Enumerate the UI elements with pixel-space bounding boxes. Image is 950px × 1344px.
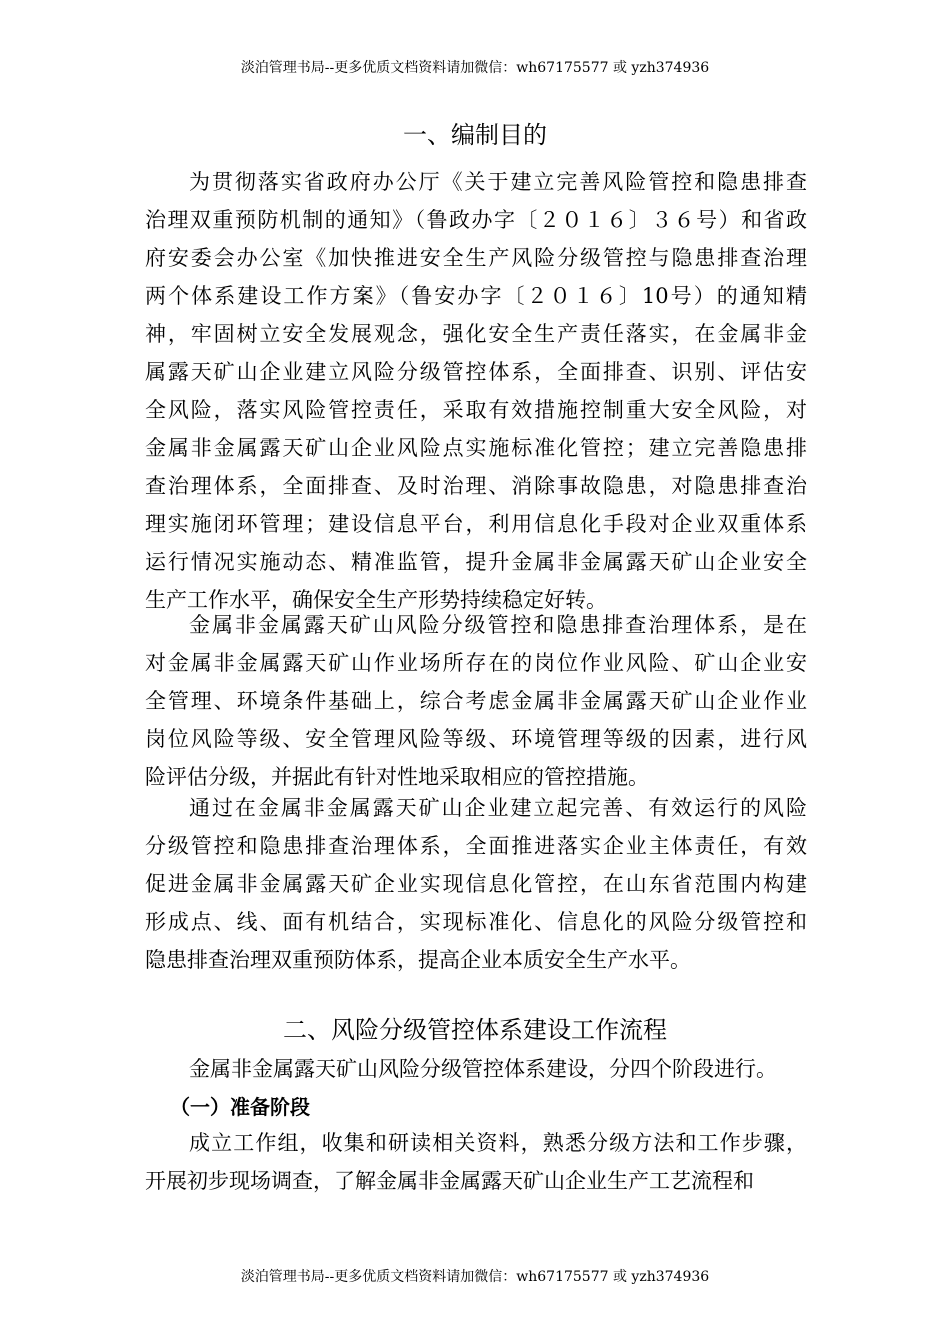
text-line: 全风险，落实风险管控责任，采取有效措施控制重大安全风险，对 (145, 398, 807, 422)
text-line: 属露天矿山企业建立风险分级管控体系，全面排查、识别、评估安 (145, 360, 807, 384)
text-line: 生产工作水平，确保安全生产形势持续稳定好转。 (145, 588, 607, 612)
text-line: 对金属非金属露天矿山作业场所存在的岗位作业风险、矿山企业安 (145, 651, 807, 675)
text-line: 理实施闭环管理；建设信息平台，利用信息化手段对企业双重体系 (145, 512, 807, 536)
text-line: 分级管控和隐患排查治理体系，全面推进落实企业主体责任，有效 (145, 834, 807, 858)
paragraph-preparation (145, 1124, 807, 1200)
page-header: 淡泊管理书局--更多优质文档资料请加微信：wh67175577 或 yzh374936 (240, 60, 710, 76)
paragraph-purpose-3 (145, 789, 807, 979)
text-line: 治理双重预防机制的通知》（鲁政办字〔２０１６〕３６号）和省政 (145, 208, 807, 232)
text-line: 促进金属非金属露天矿企业实现信息化管控，在山东省范围内构建 (145, 872, 807, 896)
text-line: 开展初步现场调查，了解金属非金属露天矿山企业生产工艺流程和 (145, 1169, 754, 1193)
text-line: 金属非金属露天矿山风险分级管控体系建设，分四个阶段进行。 (189, 1057, 777, 1081)
text-line: 成立工作组，收集和研读相关资料，熟悉分级方法和工作步骤， (189, 1131, 807, 1155)
text-line: 形成点、线、面有机结合，实现标准化、信息化的风险分级管控和 (145, 910, 807, 934)
paragraph-workflow-intro (145, 1050, 807, 1088)
section-title-2: 二、风险分级管控体系建设工作流程 (283, 1016, 667, 1044)
text-line: 通过在金属非金属露天矿山企业建立起完善、有效运行的风险 (189, 796, 807, 820)
text-line: 查治理体系，全面排查、及时治理、消除事故隐患，对隐患排查治 (145, 474, 807, 498)
text-line: 金属非金属露天矿山企业风险点实施标准化管控；建立完善隐患排 (145, 436, 807, 460)
text-line: 两个体系建设工作方案》（鲁安办字〔２０１６〕10号）的通知精 (145, 284, 807, 308)
text-line: 全管理、环境条件基础上，综合考虑金属非金属露天矿山企业作业 (145, 689, 807, 713)
text-line: 岗位风险等级、安全管理风险等级、环境管理等级的因素，进行风 (145, 727, 807, 751)
text-line: 隐患排查治理双重预防体系，提高企业本质安全生产水平。 (145, 948, 691, 972)
paragraph-purpose-1 (145, 163, 807, 619)
text-line: 神，牢固树立安全发展观念，强化安全生产责任落实，在金属非金 (145, 322, 807, 346)
section-title-1: 一、编制目的 (403, 121, 547, 149)
text-line: 运行情况实施动态、精准监管，提升金属非金属露天矿山企业安全 (145, 550, 807, 574)
text-line: 府安委会办公室《加快推进安全生产风险分级管控与隐患排查治理 (145, 246, 807, 270)
text-line: 为贯彻落实省政府办公厅《关于建立完善风险管控和隐患排查 (189, 170, 807, 194)
paragraph-purpose-2 (145, 606, 807, 796)
page-footer: 淡泊管理书局--更多优质文档资料请加微信：wh67175577 或 yzh374936 (240, 1269, 710, 1285)
text-line: 金属非金属露天矿山风险分级管控和隐患排查治理体系，是在 (189, 613, 807, 637)
subheading-preparation: （一）准备阶段 (170, 1095, 310, 1119)
text-line: 险评估分级，并据此有针对性地采取相应的管控措施。 (145, 765, 649, 789)
